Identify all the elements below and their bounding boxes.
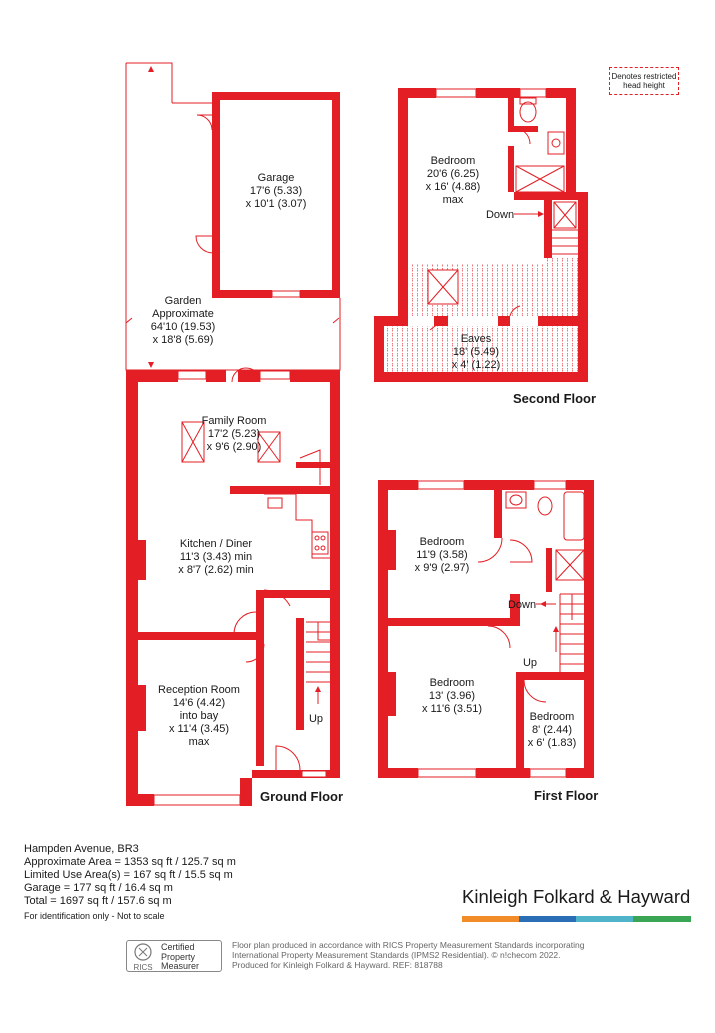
ff-down-arrow-head <box>540 601 546 607</box>
ff-up-label: Up <box>522 657 538 669</box>
legend-text: Denotes restricted head height <box>611 72 677 90</box>
brand-bar-green <box>633 916 691 922</box>
rics-line2: Property <box>161 951 196 962</box>
credits-line3: Produced for Kinleigh Folkard & Hayward. REF: 818788 <box>232 960 443 970</box>
rics-line1: Certified <box>161 942 195 952</box>
reception-dim2: into bay <box>179 710 219 722</box>
garage-name: Garage <box>257 172 295 184</box>
reception-name: Reception Room <box>158 684 240 696</box>
ground-up-label: Up <box>308 713 324 725</box>
restricted-height-legend <box>609 67 679 95</box>
brand-name: Kinleigh Folkard & Hayward <box>462 886 691 907</box>
rics-badge <box>126 940 222 972</box>
credits <box>232 940 602 970</box>
ff-bedroom3-dim2: x 6' (1.83) <box>527 737 577 749</box>
sf-bedroom-dim3: max <box>442 194 464 206</box>
ff-bedroom1-name: Bedroom <box>419 536 465 548</box>
sf-bedroom-dim2: x 16' (4.88) <box>425 181 481 193</box>
kitchen-dim1: 11'3 (3.43) min <box>179 551 253 563</box>
garden-line3: x 18'8 (5.69) <box>152 334 214 346</box>
ff-down-label: Down <box>507 599 537 611</box>
rics-logo-icon <box>130 943 156 972</box>
reception-dim1: 14'6 (4.42) <box>172 697 226 709</box>
garden-line1: Approximate <box>152 308 214 320</box>
total-area: Total = 1697 sq ft / 157.6 sq m <box>24 895 172 907</box>
up-arrow-head <box>315 686 321 692</box>
rics-text <box>161 943 199 972</box>
identification-note: For identification only - Not to scale <box>24 911 165 921</box>
ground-floor-title: Ground Floor <box>260 789 344 804</box>
sf-bedroom-name: Bedroom <box>430 155 476 167</box>
credits-line1: Floor plan produced in accordance with RICS Property Measurement Standards incorporating <box>232 940 585 950</box>
ff-bedroom3-name: Bedroom <box>529 711 575 723</box>
garage-dim2: x 10'1 (3.07) <box>245 198 307 210</box>
garden-name: Garden <box>164 295 202 307</box>
brand-bar-orange <box>462 916 519 922</box>
ff-bedroom2-name: Bedroom <box>429 677 475 689</box>
ff-bedroom1-dim1: 11'9 (3.58) <box>416 549 468 561</box>
ff-up-arrow-head <box>553 626 559 632</box>
family-room-dim1: 17'2 (5.23) <box>207 428 261 440</box>
ff-bedroom3-dim1: 8' (2.44) <box>531 724 573 736</box>
garage-area: Garage = 177 sq ft / 16.4 sq m <box>24 882 173 894</box>
limited-use-area: Limited Use Area(s) = 167 sq ft / 15.5 sq m <box>24 869 233 881</box>
garden-line2: 64'10 (19.53) <box>150 321 216 333</box>
approximate-area: Approximate Area = 1353 sq ft / 125.7 sq m <box>24 856 236 868</box>
brand-bar-blue <box>519 916 576 922</box>
ff-bedroom2-dim2: x 11'6 (3.51) <box>422 703 482 715</box>
eaves-dim1: 18' (5.49) <box>452 346 500 358</box>
rics-logo-text: RICS <box>133 963 153 972</box>
ff-bedroom1-dim2: x 9'9 (2.97) <box>414 562 470 574</box>
family-room-dim2: x 9'6 (2.90) <box>206 441 262 453</box>
property-info <box>24 843 236 923</box>
first-floor-title: First Floor <box>534 788 599 803</box>
sf-bedroom-dim1: 20'6 (6.25) <box>426 168 480 180</box>
kitchen-dim2: x 8'7 (2.62) min <box>178 564 254 576</box>
eaves-dim2: x 4' (1.22) <box>451 359 501 371</box>
second-floor-title: Second Floor <box>513 391 597 406</box>
reception-dim4: max <box>188 736 210 748</box>
family-room-name: Family Room <box>201 415 267 427</box>
rics-line3: Measurer <box>161 961 200 971</box>
credits-line2: International Property Measurement Standards (IPMS2 Residential). © n!checom 2022. <box>232 950 561 960</box>
brand-bar-teal <box>576 916 633 922</box>
down-arrow-head <box>538 211 544 217</box>
ff-bedroom2-dim1: 13' (3.96) <box>428 690 476 702</box>
eaves-name: Eaves <box>460 333 492 345</box>
sf-down-label: Down <box>485 209 515 221</box>
reception-dim3: x 11'4 (3.45) <box>169 723 229 735</box>
kitchen-name: Kitchen / Diner <box>179 538 253 550</box>
garage-dim1: 17'6 (5.33) <box>249 185 303 197</box>
address: Hampden Avenue, BR3 <box>24 843 139 855</box>
